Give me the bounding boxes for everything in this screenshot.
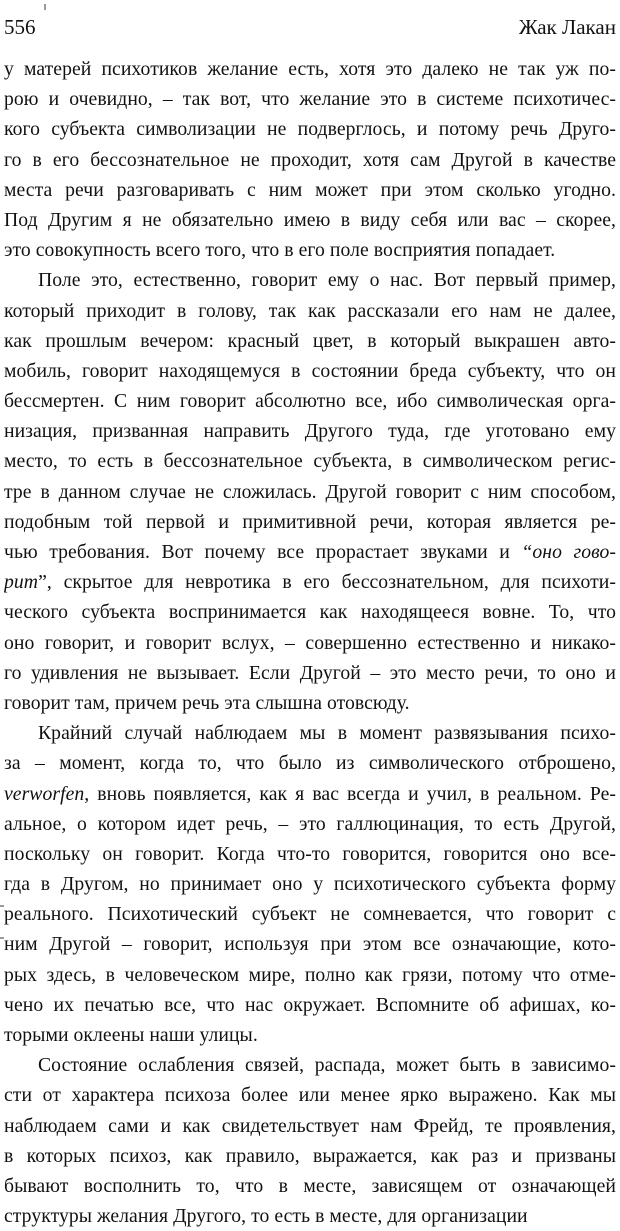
line-text: место, то есть в бессознательное субъекта, в символическом регис-	[4, 450, 616, 473]
line-text: у матерей психотиков желание есть, хотя это далеко не так уж по-	[4, 58, 616, 80]
text-line	[4, 718, 616, 748]
text-line	[4, 748, 616, 778]
text-line	[4, 54, 616, 84]
italic-text: verworfen	[4, 782, 85, 805]
line-text: ним Другой – говорит, используя при этом все означающие, кото-	[4, 933, 616, 956]
text-line	[4, 688, 616, 718]
paragraph	[4, 1050, 616, 1231]
text-line	[4, 839, 616, 869]
line-text: чено их печатью все, что нас окружает. Вспомните об афишах, ко-	[4, 993, 616, 1016]
running-title: Жак Лакан	[518, 15, 616, 39]
text-line	[4, 446, 616, 476]
line-text: наблюдаем сами и как свидетельствует нам Фрейд, те проявления,	[4, 1114, 616, 1137]
text-line	[4, 145, 616, 175]
text-line	[4, 1020, 616, 1050]
line-text: низация, призванная направить Другого туда, где уготовано ему	[4, 420, 616, 443]
text-line	[4, 567, 616, 597]
text-line	[4, 114, 616, 144]
line-text: оно говорит, и говорит вслух, – совершенно естественно и никако-	[4, 631, 616, 654]
text-line	[4, 779, 616, 809]
line-text: го удивления не вызывает. Если Другой – это место речи, то оно и	[4, 661, 616, 684]
line-text: как прошлым вечером: красный цвет, в который выкрашен авто-	[4, 329, 616, 352]
text-line	[4, 869, 616, 899]
line-text: тре в данном случае не сложилась. Другой говорит с ним способом,	[4, 480, 616, 503]
scan-speck	[44, 4, 46, 10]
text-line	[4, 1201, 616, 1231]
paragraph	[4, 265, 616, 718]
line-text: подобным той первой и примитивной речи, которая является ре-	[4, 510, 616, 533]
text-line	[4, 265, 616, 295]
line-text: реального. Психотический субъект не сомневается, что говорит с	[4, 903, 616, 926]
text-line	[4, 1141, 616, 1171]
scan-speck	[0, 905, 4, 907]
text-line	[4, 416, 616, 446]
text-line	[4, 1111, 616, 1141]
text-line	[4, 658, 616, 688]
line-text: места речи разговаривать с ним может при этом сколько угодно.	[4, 178, 616, 201]
text-line	[4, 175, 616, 205]
text-line	[4, 1171, 616, 1201]
line-text: го в его бессознательное не проходит, хотя сам Другой в качестве	[4, 148, 616, 171]
line-text: структуры желания Другого, то есть в месте, для организации	[4, 1205, 528, 1228]
line-text: сти от характера психоза более или менее ярко выражено. Как мы	[4, 1084, 616, 1107]
paragraph	[4, 718, 616, 1050]
line-text: торыми оклеены наши улицы.	[4, 1024, 258, 1046]
line-text: бессмертен. С ним говорит абсолютно все, ибо символическая орга-	[4, 390, 616, 413]
paragraph	[4, 54, 616, 265]
line-text: гда в Другом, но принимает оно у психотического субъекта форму	[4, 873, 616, 896]
text-line	[4, 84, 616, 114]
text-line	[4, 326, 616, 356]
text-line	[4, 809, 616, 839]
text-line	[4, 929, 616, 959]
line-text: в которых психоз, как правило, выражается, как раз и призваны	[4, 1144, 616, 1167]
page-header	[4, 12, 616, 42]
text-line	[4, 205, 616, 235]
text-line	[4, 899, 616, 929]
line-text: мобиль, говорит находящемуся в состоянии бреда субъекту, что он	[4, 359, 616, 382]
italic-text: рит	[4, 571, 39, 594]
text-line	[4, 1080, 616, 1110]
text-line	[4, 990, 616, 1020]
line-text: Поле это, естественно, говорит ему о нас. Вот первый пример,	[38, 269, 616, 292]
text-line	[4, 1050, 616, 1080]
line-text: Состояние ослабления связей, распада, может быть в зависимо-	[38, 1054, 616, 1077]
text-line	[4, 235, 616, 265]
line-text: это совокупность всего того, что в его поле восприятия попадает.	[4, 239, 556, 262]
line-text: альное, о котором идет речь, – это галлюцинация, то есть Другой,	[4, 812, 616, 835]
line-text: рою и очевидно, – так вот, что желание это в системе психотичес-	[4, 88, 616, 111]
line-text: ческого субъекта воспринимается как находящееся вовне. То, что	[4, 601, 616, 624]
line-text: ”, скрытое для невротика в его бессознательном, для психоти-	[38, 571, 616, 594]
text-line	[4, 597, 616, 627]
line-text: , вновь появляется, как я вас всегда и учил, в реальном. Ре-	[84, 782, 616, 805]
line-text: который приходит в голову, так как рассказали его нам не далее,	[4, 299, 616, 322]
text-line	[4, 628, 616, 658]
line-text: кого субъекта символизации не подверглось, и потому речь Друго-	[4, 118, 616, 141]
line-text: чью требования. Вот почему все прорастает звуками и	[4, 541, 510, 563]
italic-text: “оно гово-	[521, 541, 616, 563]
text-line	[4, 960, 616, 990]
text-line	[4, 386, 616, 416]
text-line	[4, 537, 616, 567]
text-line	[4, 296, 616, 326]
line-text: говорит там, причем речь эта слышна отовсюду.	[4, 691, 410, 714]
line-text: поскольку он говорит. Когда что-то говорится, говорится оно все-	[4, 842, 616, 865]
scan-speck	[0, 937, 4, 939]
text-line	[4, 507, 616, 537]
line-text: рых здесь, в человеческом мире, полно как грязи, потому что отме-	[4, 963, 616, 986]
line-text: бывают восполнить то, что в месте, зависящем от означающей	[4, 1174, 616, 1197]
text-line	[4, 356, 616, 386]
text-line	[4, 477, 616, 507]
body-text	[4, 54, 616, 1231]
line-text: за – момент, когда то, что было из символического отброшено,	[4, 752, 616, 775]
page-number: 556	[4, 15, 36, 39]
line-text: Крайний случай наблюдаем мы в момент развязывания психо-	[38, 722, 616, 745]
line-text: Под Другим я не обязательно имею в виду себя или вас – скорее,	[4, 208, 616, 231]
